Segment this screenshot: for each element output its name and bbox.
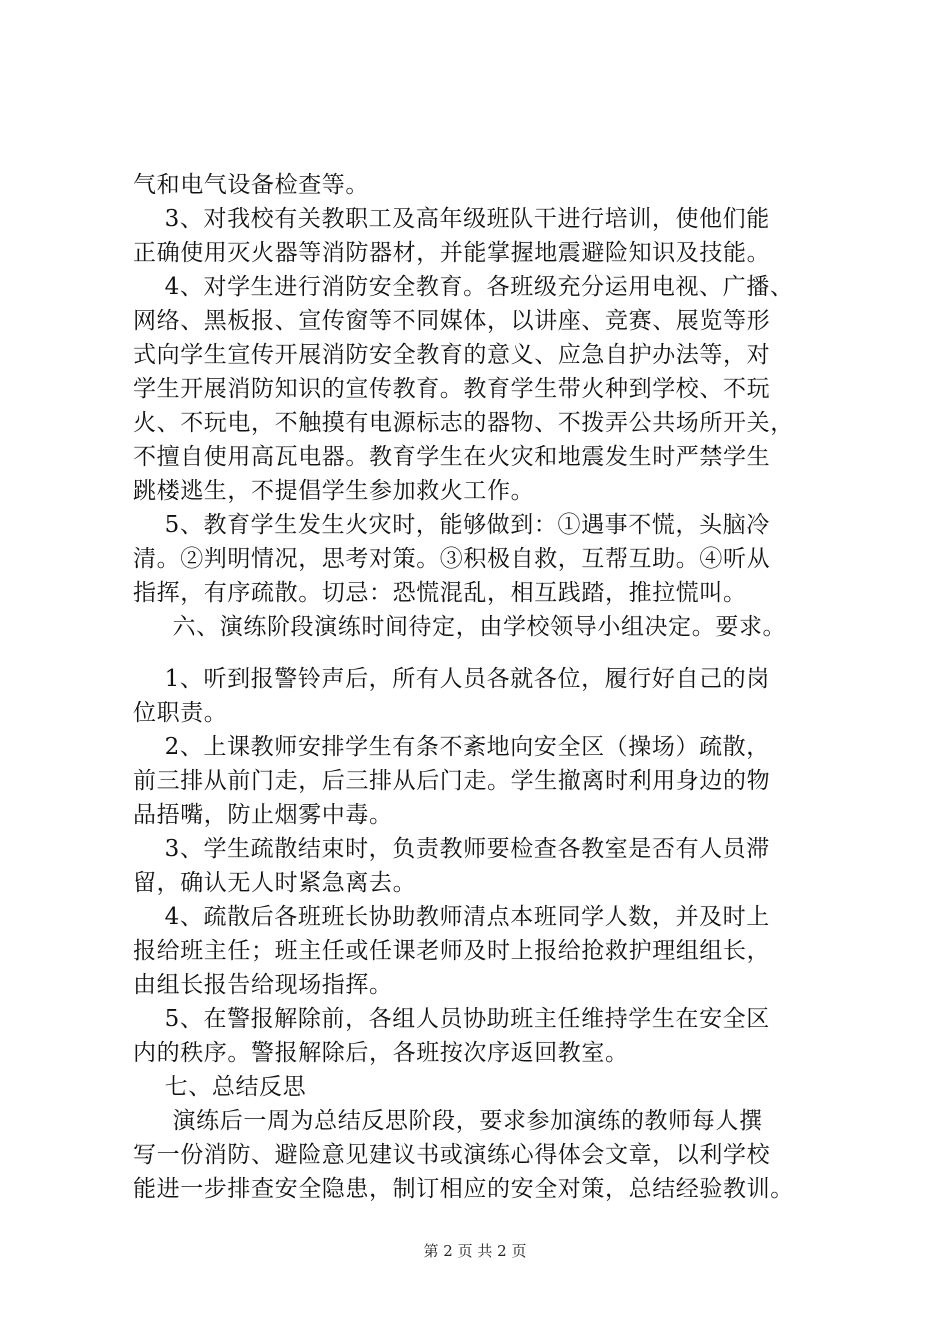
text-line: 网络、黑板报、宣传窗等不同媒体，以讲座、竞赛、展览等形 (133, 308, 771, 334)
text-line: 不擅自使用高瓦电器。教育学生在火灾和地震发生时严禁学生 (133, 444, 771, 470)
text-line: 3、对我校有关教职工及高年级班队干进行培训，使他们能 (133, 206, 770, 232)
text-line: 内的秩序。警报解除后，各班按次序返回教室。 (133, 1040, 629, 1066)
text-line: 位职责。 (133, 700, 228, 726)
text-line: 能进一步排查安全隐患，制订相应的安全对策，总结经验教训。 (133, 1176, 794, 1202)
text-line: 学生开展消防知识的宣传教育。教育学生带火种到学校、不玩 (133, 376, 771, 402)
text-line: 4、疏散后各班班长协助教师清点本班同学人数，并及时上 (133, 904, 770, 930)
text-line: 正确使用灭火器等消防器材，并能掌握地震避险知识及技能。 (133, 240, 771, 266)
section-heading: 六、演练阶段演练时间待定，由学校领导小组决定。要求。 (133, 614, 787, 640)
text-line: 清。②判明情况，思考对策。③积极自救，互帮互助。④听从 (133, 546, 771, 572)
text-line: 报给班主任；班主任或任课老师及时上报给抢救护理组组长， (133, 938, 771, 964)
text-line: 气和电气设备检查等。 (133, 172, 369, 198)
text-line: 跳楼逃生，不提倡学生参加救火工作。 (133, 478, 535, 504)
text-line: 5、在警报解除前，各组人员协助班主任维持学生在安全区 (133, 1006, 770, 1032)
text-line: 5、教育学生发生火灾时，能够做到：①遇事不慌，头脑冷 (133, 512, 770, 538)
text-line: 写一份消防、避险意见建议书或演练心得体会文章，以利学校 (133, 1142, 771, 1168)
text-line: 由组长报告给现场指挥。 (133, 972, 393, 998)
text-line: 指挥，有序疏散。切忌：恐慌混乱，相互践踏，推拉慌叫。 (133, 580, 747, 606)
section-heading: 七、总结反思 (133, 1074, 307, 1100)
text-line: 留，确认无人时紧急离去。 (133, 870, 417, 896)
text-line: 前三排从前门走，后三排从后门走。学生撤离时利用身边的物 (133, 768, 771, 794)
text-line: 4、对学生进行消防安全教育。各班级充分运用电视、广播、 (133, 274, 794, 300)
page-number: 第 2 页 共 2 页 (423, 1242, 527, 1260)
text-line: 1、听到报警铃声后，所有人员各就各位，履行好自己的岗 (133, 666, 770, 692)
text-line: 3、学生疏散结束时，负责教师要检查各教室是否有人员滞 (133, 836, 770, 862)
text-line: 品捂嘴，防止烟雾中毒。 (133, 802, 393, 828)
text-line: 式向学生宣传开展消防安全教育的意义、应急自护办法等，对 (133, 342, 771, 368)
text-line: 演练后一周为总结反思阶段，要求参加演练的教师每人撰 (133, 1108, 763, 1134)
text-line: 火、不玩电，不触摸有电源标志的器物、不拨弄公共场所开关， (133, 410, 794, 436)
text-line: 2、上课教师安排学生有条不紊地向安全区（操场）疏散， (133, 734, 770, 760)
